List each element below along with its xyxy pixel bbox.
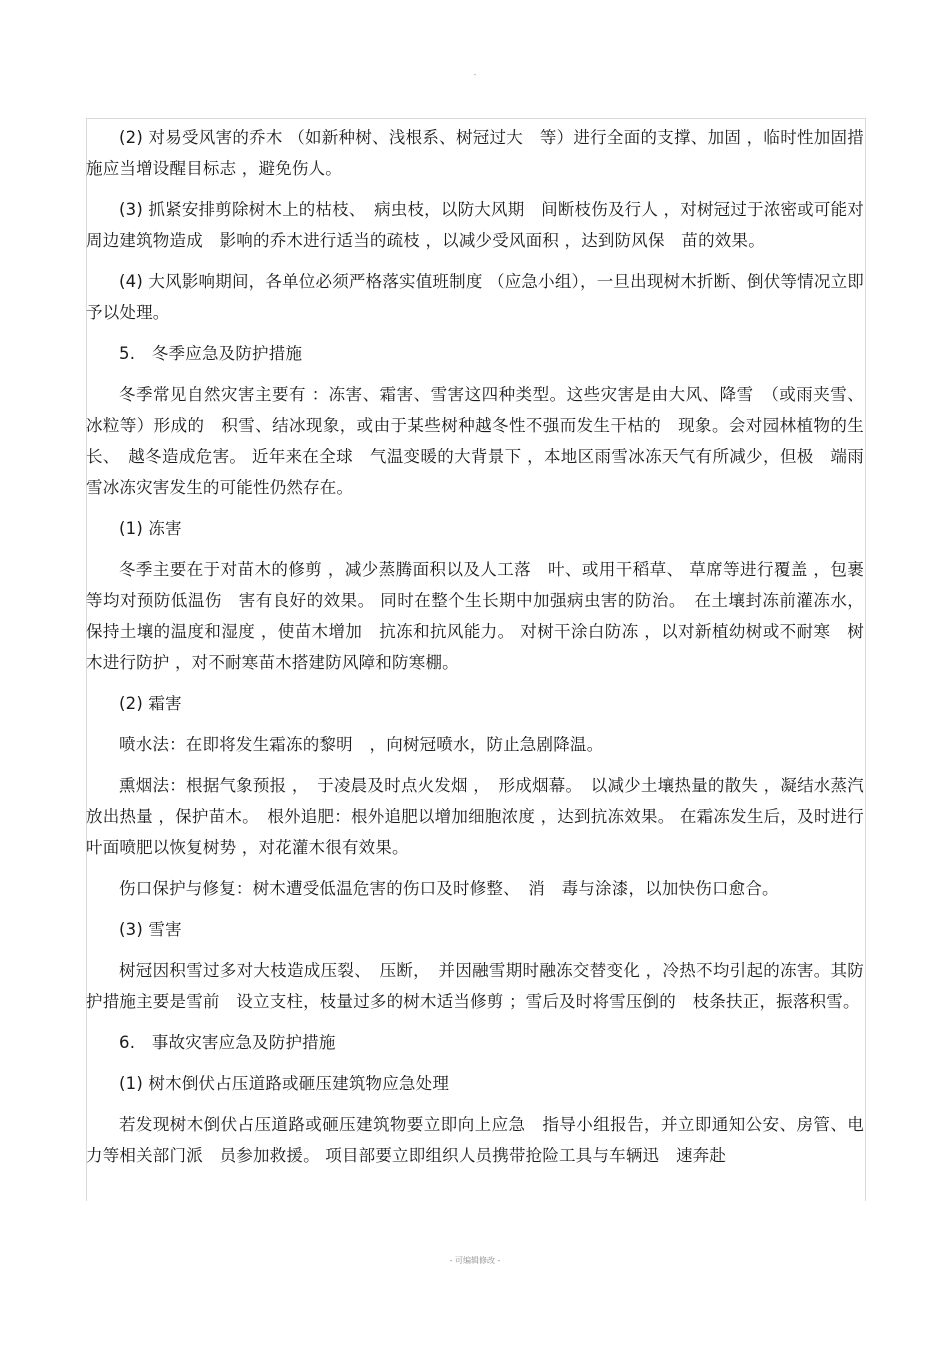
- document-body: [86, 122, 864, 1181]
- subsection-heading: (3) 雪害: [119, 920, 182, 939]
- page-footer: - 可编辑修改 -: [449, 1256, 501, 1265]
- paragraph: 树冠因积雪过多对大枝造成压裂、 压断， 并因融雪期时融冻交替变化 ，冷热不均引起的冻害。其防护措施主要是雪前 设立支柱，枝量过多的树木适当修剪 ；雪后及时将雪压倒的 枝条扶正，振落积雪。: [86, 961, 864, 1011]
- paragraph: 若发现树木倒伏占压道路或砸压建筑物要立即向上应急 指导小组报告，并立即通知公安、房管、电力等相关部门派 员参加救援。 项目部要立即组织人员携带抢险工具与车辆迅 速奔赴: [86, 1115, 864, 1165]
- paragraph: (3) 抓紧安排剪除树木上的枯枝、 病虫枝，以防大风期 间断枝伤及行人 ，对树冠过于浓密或可能对周边建筑物造成 影响的乔木进行适当的疏枝 ，以减少受风面积 ，达到防风保 苗的效果。: [86, 200, 864, 250]
- paragraph: 熏烟法：根据气象预报 ， 于凌晨及时点火发烟 ， 形成烟幕。 以减少土壤热量的散失 ，凝结水蒸汽放出热量 ，保护苗木。 根外追肥：根外追肥以增加细胞浓度 ，达到抗冻效果。 在霜冻发生后，及时进行叶面喷肥以恢复树势 ，对花灌木很有效果。: [86, 776, 864, 857]
- subsection-heading: (1) 树木倒伏占压道路或砸压建筑物应急处理: [119, 1074, 450, 1093]
- paragraph: (4) 大风影响期间，各单位必须严格落实值班制度 （应急小组），一旦出现树木折断、倒伏等情况立即予以处理。: [86, 272, 864, 322]
- section-heading: 6. 事故灾害应急及防护措施: [119, 1033, 336, 1052]
- subsection-heading: (2) 霜害: [119, 694, 182, 713]
- paragraph: (2) 对易受风害的乔木 （如新种树、浅根系、树冠过大 等）进行全面的支撑、加固 ，临时性加固措施应当增设醒目标志 ，避免伤人。: [86, 128, 864, 178]
- paragraph: 冬季常见自然灾害主要有 ：冻害、霜害、雪害这四种类型。这些灾害是由大风、降雪 （或雨夹雪、冰粒等）形成的 积雪、结冰现象，或由于某些树种越冬性不强而发生干枯的 现象。会对园林植物的生长、 越冬造成危害。 近年来在全球 气温变暖的大背景下 ，本地区雨雪冰冻天气有所减少，但极 端雨雪冰冻灾害发生的可能性仍然存在。: [86, 385, 864, 497]
- paragraph: 喷水法：在即将发生霜冻的黎明 ，向树冠喷水，防止急剧降温。: [119, 735, 604, 754]
- paragraph: 伤口保护与修复：树木遭受低温危害的伤口及时修整、 消 毒与涂漆，以加快伤口愈合。: [119, 879, 779, 898]
- paragraph: 冬季主要在于对苗木的修剪 ，减少蒸腾面积以及人工落 叶、或用干稻草、 草席等进行覆盖 ，包裹等均对预防低温伤 害有良好的效果。 同时在整个生长期中加强病虫害的防治。 在土壤封冻前灌冻水，保持土壤的温度和湿度 ，使苗木增加 抗冻和抗风能力。 对树干涂白防冻 ，以对新植幼树或不耐寒 树木进行防护 ，对不耐寒苗木搭建防风障和防寒棚。: [86, 560, 864, 672]
- subsection-heading: (1) 冻害: [119, 519, 182, 538]
- section-heading: 5. 冬季应急及防护措施: [119, 344, 303, 363]
- page-header-mark: -: [473, 70, 477, 79]
